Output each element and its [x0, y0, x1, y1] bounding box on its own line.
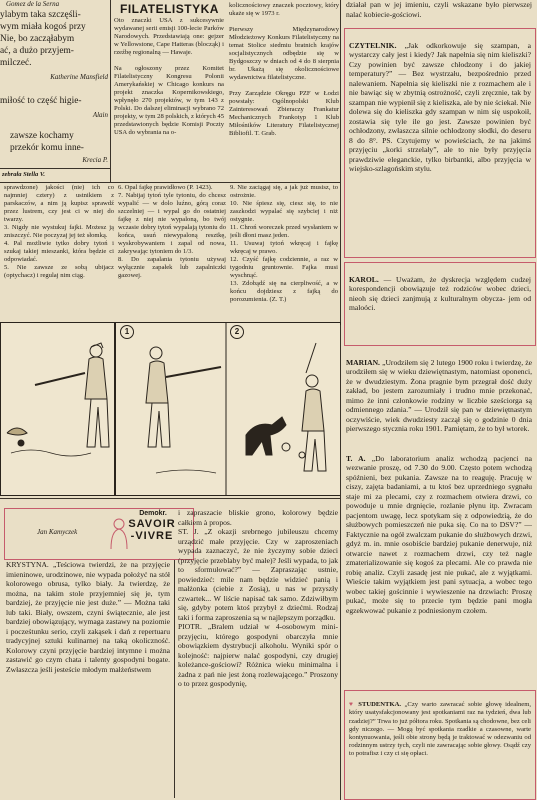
gentleman-icon [105, 515, 133, 551]
hunter-illustration [1, 323, 114, 495]
hunter-dog-illustration [116, 323, 340, 495]
savoir-col-1: KRYSTYNA. „Teściowa twierdzi, że na przyjęcie imieninowe, urodzinowe, nie wypada położyć na stół kolorowego obrusa, tylko biały. Ja twierdzę, że można, na takim stole przyjemniej się je, tym bardziej, że przyjęcie nie jest duże.” — Można taki lub taki. Biały, owszem, czyni świątecznie, ale jest bardziej obowiązujący, wymaga zastawy na poziomie i pocześtunku serio, czyli zakąsek i dań z repertuaru tradycyjnej sztuki kulinarnej na taką okoliczność. Kolorowy czyni przyjęcie bardziej intymne i można zastawić go czym chata i talenty gospodyni bogate. Zwłaszcza jeśli jesteście młodym małżeństwem [6, 560, 170, 674]
cartoon-panel-1 [0, 322, 115, 496]
reader-name: STUDENTKA. [358, 701, 401, 709]
letter-text: „Czy warto zawracać sobie głowę idealnem, który usatysfakcjonowany jest spotkaniami raz na tydzień, dwa lub rzadziej?” Trwa to już półtora roku. Spotkania są chodowne, bez celi gdy niczego. — Mogą być spotkania rzadkie a czasowne, warte kontynuowania, jeśli obie strony będą je traktować w odezwaniu od rodzinnym ustrzy tych, czyli nie zawracając sobie głowy. Osądź czy to potrafisz i czy ci się opłaci. [349, 701, 531, 758]
quote-author-1: Gomez de la Serna [6, 0, 60, 8]
ta-letter [346, 444, 532, 684]
heart-icon: ♥ [349, 701, 359, 709]
fajka-col-3: 9. Nie zaciągaj się, a jak już musisz, to ostrożnie. 10. Nie śpiesz się, ciesz się, to nie zaszkodzi wypalać się szybciej i niż ostygnie. 11. Chroń woreczek przed wysłaniem w jeśli dłoni masz jeden. 11. Usuwaj tytoń wkręcaj i fajkę wkręcaj w prawo. 12. Czyść fajkę codziennie, a raz w tygodniu gruntownie. Fajka musi wyschnąć. 13. Zdobądź się na cierpliwość, a w końcu dojdziesz z fajką do porozumienia. (Z. T.) [230, 184, 338, 303]
quote-text-1: ylabym taka szczęśli- wym miała kogoś przy Nie, bo zacząłabym ać, a dużo przyjem- milczeć. [0, 10, 86, 68]
savoir-col-2: i zapraszacie bliskie grono, kolorowy będzie całkiem à propos. ST. J. „Z okazji srebrnego jubileuszu chcemy urządzić małe przyjęcie. Czy w zaproszeniach wypada zaznaczyć, że nie życzymy sobie dzieci (przyjęcie przeblaby być małe)? Jeśli wypada, to jak to sformułować?” — Zapraszając ustnie, powiedzieć: mile nam będzie widzieć panią i małżonka (ciebie z Zosią), u nas w przyszły czwartek... W liście napisać tak samo. Zdziwiłbym się, gdyby potem ktoś przybył z dziećmi. Rodzaj taki i forma zaproszenia są w najlepszym porządku. PIOTR. „Bralem udział w 4-osobowym mini-przyjęciu, którego gospodyni obarczyła mnie obowiązkiem dystrybucji alkoholu. Wyniki spór o kolejność: najpierw nalać gospodyni, czy drugiej koleżance-gościowi? Różnica wieku minimalna i żadna z pań nie jest żoną rozlewającego.” Proszony o to przez gospodynię, [178, 508, 338, 688]
quote-block-1 [0, 9, 110, 107]
reader-name: CZYTELNIK. [349, 40, 397, 50]
column-divider [340, 0, 341, 325]
czytelnik-box [344, 28, 536, 258]
studentka-box [344, 690, 536, 800]
panel-number-1: 1 [120, 325, 134, 339]
letter-text: — Uważam, że dyskrecja względem cudzej korespondencji obowiązuje też rodziców wobec dzieci, nieoh się dzieci zanjmują z kulturalnym obycza- jem od maloóci. [349, 274, 531, 312]
quote-block-3 [0, 130, 110, 154]
reader-name: T. A. [346, 453, 366, 463]
reader-name: MARIAN. [346, 357, 380, 367]
quote-caption: zebrała Stella V. [2, 171, 46, 178]
artist-name: Jan Kamyczek [37, 528, 78, 536]
divider [0, 498, 340, 499]
quote-author-3: Alain [92, 111, 108, 119]
column-divider [174, 560, 175, 798]
letter-text: „Urodziłem się 2 lutego 1900 roku i twierdzę, że urodziłem się w wieku dziewiętnastym, natomiast oponenci, że w dwudziestym. Żona pragnie bym przegrał dość duży zakład, bo jestem zarozumiały i trudno mnie przekonać, mimo że inni członkowie rodziny w liczbie sześciorga są odmiennego zdania.” — Urodził się pan w dziewiętnastym oczywiście, wiek dwudziesty zaczął się o godzinie 0 dnia pierwszego stycznia roku 1901. Pamiętam, że to był wtorek. [346, 357, 532, 433]
quote-author-4: Krecia P. [82, 156, 108, 164]
marian-letter [346, 348, 532, 440]
filatelistyka-col-1: Oto znaczki USA z sukcesywnie wydawanej serii emisji 100-lecie Parków Narodowych. Przedstawiają one: gejzer w Yellowstone, Cape Hatteras (blocząk) i rzeźbę regionalną — Hawaje. Na ogłoszony przez Komitet Filatelistyczny Kongresu Polonii Amerykańskiej w Chicago konkurs na projekt znaczka Kopernikowskiego, wpłynęło 270 projektów, w tym 143 z Polski. Do dalszej eliminacji wybrano 72 projekty, w tym 28 polskich, z których 45 przedstawionych będzie Komisji Poczty USA do wybrania na o- [114, 17, 224, 136]
panel-number-2: 2 [230, 325, 244, 339]
quote-text-3: zawsze kochamy przekór komu inne- [10, 131, 84, 153]
reader-name: KAROL. [349, 274, 379, 284]
fajka-col-2: 6. Opal fajkę prawidłowo (P. 1423). 7. Nabijaj tytoń tyle tytoniu, do chcesz wypalić — w dolo luźno, górą coraz szczelniej — i wypal go do ostatniej fajkę z niej nie wypaloną, bo twój wczasie dobry tytoń wypalają tytoniu do końca, usuń niewypaloną resztkę, wyskrobywaniem i zapal od nowa, zakrywając tytoniem do 1/3. 8. Do zapalania tytoniu używaj wyłącznie zapałek lub zapalniczki gazowej. [118, 184, 226, 279]
column-title: SAVOIR -VIVRE [128, 518, 176, 542]
savoir-vivre-header [4, 508, 194, 560]
advice-continued: działał pan w jej imieniu, czyli wskazane było pierwszej nalać kobiecie-gościowi. [346, 0, 532, 19]
quote-block-2 [0, 95, 110, 107]
fajka-col-1: sprawdzone) jakości (nie) ich co najmniej cztery) z ustnikiem z parskaczów, a nim ją kupisz sprawdź przez lustrem, czy jest ci w niej do twarzy. 3. Nigdy nie wystukuj fajki. Możesz ją zniszczyć. Nie poczyzaj jej też słomką. 4. Pal możliwie tytko dobry tytoń i szukaj takiej mieszanki, która będzie ci odpowiadać. 5. Nie zawsze ze sobą ubijacz (optychacz) i regulaj nim ciąg. [4, 184, 114, 279]
divider [0, 168, 110, 169]
letter-text: „Do laboratorium analiz wchodzą pacjenci na wezwanie proszę, od 7.30 do 9.00. Często potem wchodzą spóźnieni, bez pukania. Zawsze na to reaguję. Pracuję w ciszy, zajęta badaniami, a tu ktoś bez uprzedniego sygnału staje mi za plecami, czy z rozmachem otwiera drzwi, co powoduje u mnie drgnięcie, rozlanie płynu itp. Zwracam pacjentom uwagę, lecz spotykam się z odpowiedzią, że do służbowych pomieszczeń nie puka się. Co na to DSV?” — Faktycznie na ogół zwalczam pukanie do służbowych drzwi, gdyż m. in. mnie osobiście bardziej pukanie denerwuje, niż otwarcie nawet z rozmachem drzwi, czy też nagle zmaterializowanie się kogoś za plecami. Ale co prawda nie robię analiz. Czyli zasadę jest nie pukać, ale z wyjątkami. Wieście takim wyjątkiem jest pani sytuacja, a wobec tego wobec takiej gościnnie i wywieszenie na drzwiach: Proszę pukać, może się to przecie tym będzie pani mogła egzekwować pukanie z podniesionym czołem. [346, 453, 532, 615]
quote-text-2: miłość to część higie- [0, 96, 82, 106]
section-title: FILATELISTYKA [120, 2, 219, 16]
column-kicker: Demokr. [139, 510, 167, 517]
quote-author-2: Katherine Mansfield [50, 73, 108, 81]
filatelistyka-section [112, 0, 338, 182]
filatelistyka-col-2: kolicznościowy znaczek pocztowy, który ukaże się w 1973 r. Pierwszy Międzynarodowy Młodzieżowy Konkurs Filatelistyczny na temat Stolice siedmiu bratnich krajów socjalistycznych odbędzie się w Bydgoszczy w dniach od 4 do 8 sierpnia br. Ukażą się okolicznościowe wydawnictwa filatelistyczne. Przy Zarządzie Okręgu PZF w Łodzi powstały: Ogólnopolski Klub Zainteresowań Zbieraczy Frankatur Mechanicznych Frankotyp 1 Klub Miłośników Literatury Filatelistycznej Bibliofil. T. Grab. [229, 2, 339, 137]
column-divider [340, 325, 341, 800]
cartoon-panel-2 [115, 322, 341, 496]
letter-text: „Jak odkorkowuje się szampan, a wystarczy cały jest i kiedy? Jak napełnia się nim kieliszki? Czy powinien być zawsze chłodzony i do jakiej temperatury?” — Bez wystrzału, bezpośrednio przed nalewaniem. Napełnia się kieliszki nie z rozmachem ale i nie bawiąc się w zbytnią ostrożność, czyli zręcznie, tak by szampan nie wypienił się z kieliszka, ale by nie ściekał. Nie dolewa się do kieliszka gdy szampan w nim się uspokoił, zostawia się tyle ile go jest. Zawsze powinien być ochłodzony, zwłaszcza silnie ochłodzony słodki, do deseru 8 do 8°. PS. Czytujemy w powieściach, że na jakimś przyjęciu „korki strzelały”, ale to nie były przyjęcia prawdziwie eleganckie, tylko birbantki, albo przyjęcia w wiejsko-szlagońskim stylu. [349, 40, 531, 173]
column-divider [110, 0, 111, 182]
divider [0, 182, 340, 183]
karol-box [344, 262, 536, 346]
